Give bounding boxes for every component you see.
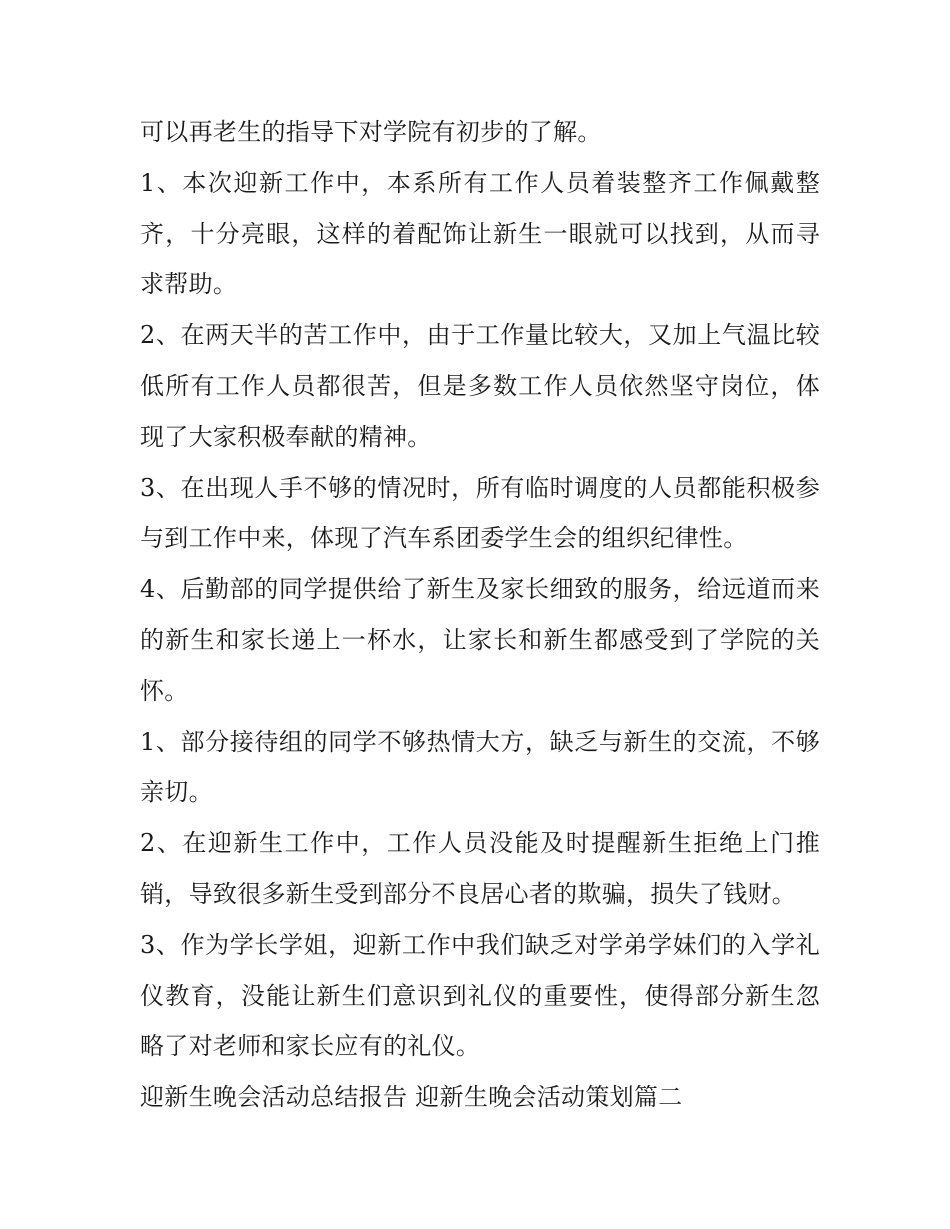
paragraph-strength-3: 3、在出现人手不够的情况时，所有临时调度的人员都能积极参与到工作中来，体现了汽车系团委学生会的组织纪律性。 (140, 473, 820, 553)
paragraph-strength-4: 4、后勤部的同学提供给了新生及家长细致的服务，给远道而来的新生和家长递上一杯水，让家长和新生都感受到了学院的关怀。 (140, 575, 820, 705)
paragraph-weakness-3: 3、作为学长学姐，迎新工作中我们缺乏对学弟学妹们的入学礼仪教育，没能让新生们意识到礼仪的重要性，使得部分新生忽略了对老师和家长应有的礼仪。 (140, 930, 820, 1061)
paragraph-intro-continuation: 可以再老生的指导下对学院有初步的了解。 (140, 118, 602, 146)
paragraph-strength-2: 2、在两天半的苦工作中，由于工作量比较大，又加上气温比较低所有工作人员都很苦，但是多数工作人员依然坚守岗位，体现了大家积极奉献的精神。 (140, 321, 820, 451)
paragraph-strength-1: 1、本次迎新工作中，本系所有工作人员着装整齐工作佩戴整齐，十分亮眼，这样的着配饰让新生一眼就可以找到，从而寻求帮助。 (140, 168, 820, 299)
paragraph-weakness-2: 2、在迎新生工作中，工作人员没能及时提醒新生拒绝上门推销，导致很多新生受到部分不良居心者的欺骗，损失了钱财。 (140, 829, 820, 908)
document-body (140, 107, 820, 1123)
section-heading: 迎新生晚会活动总结报告 迎新生晚会活动策划篇二 (140, 1083, 683, 1112)
paragraph-weakness-1: 1、部分接待组的同学不够热情大方，缺乏与新生的交流，不够亲切。 (140, 727, 820, 807)
